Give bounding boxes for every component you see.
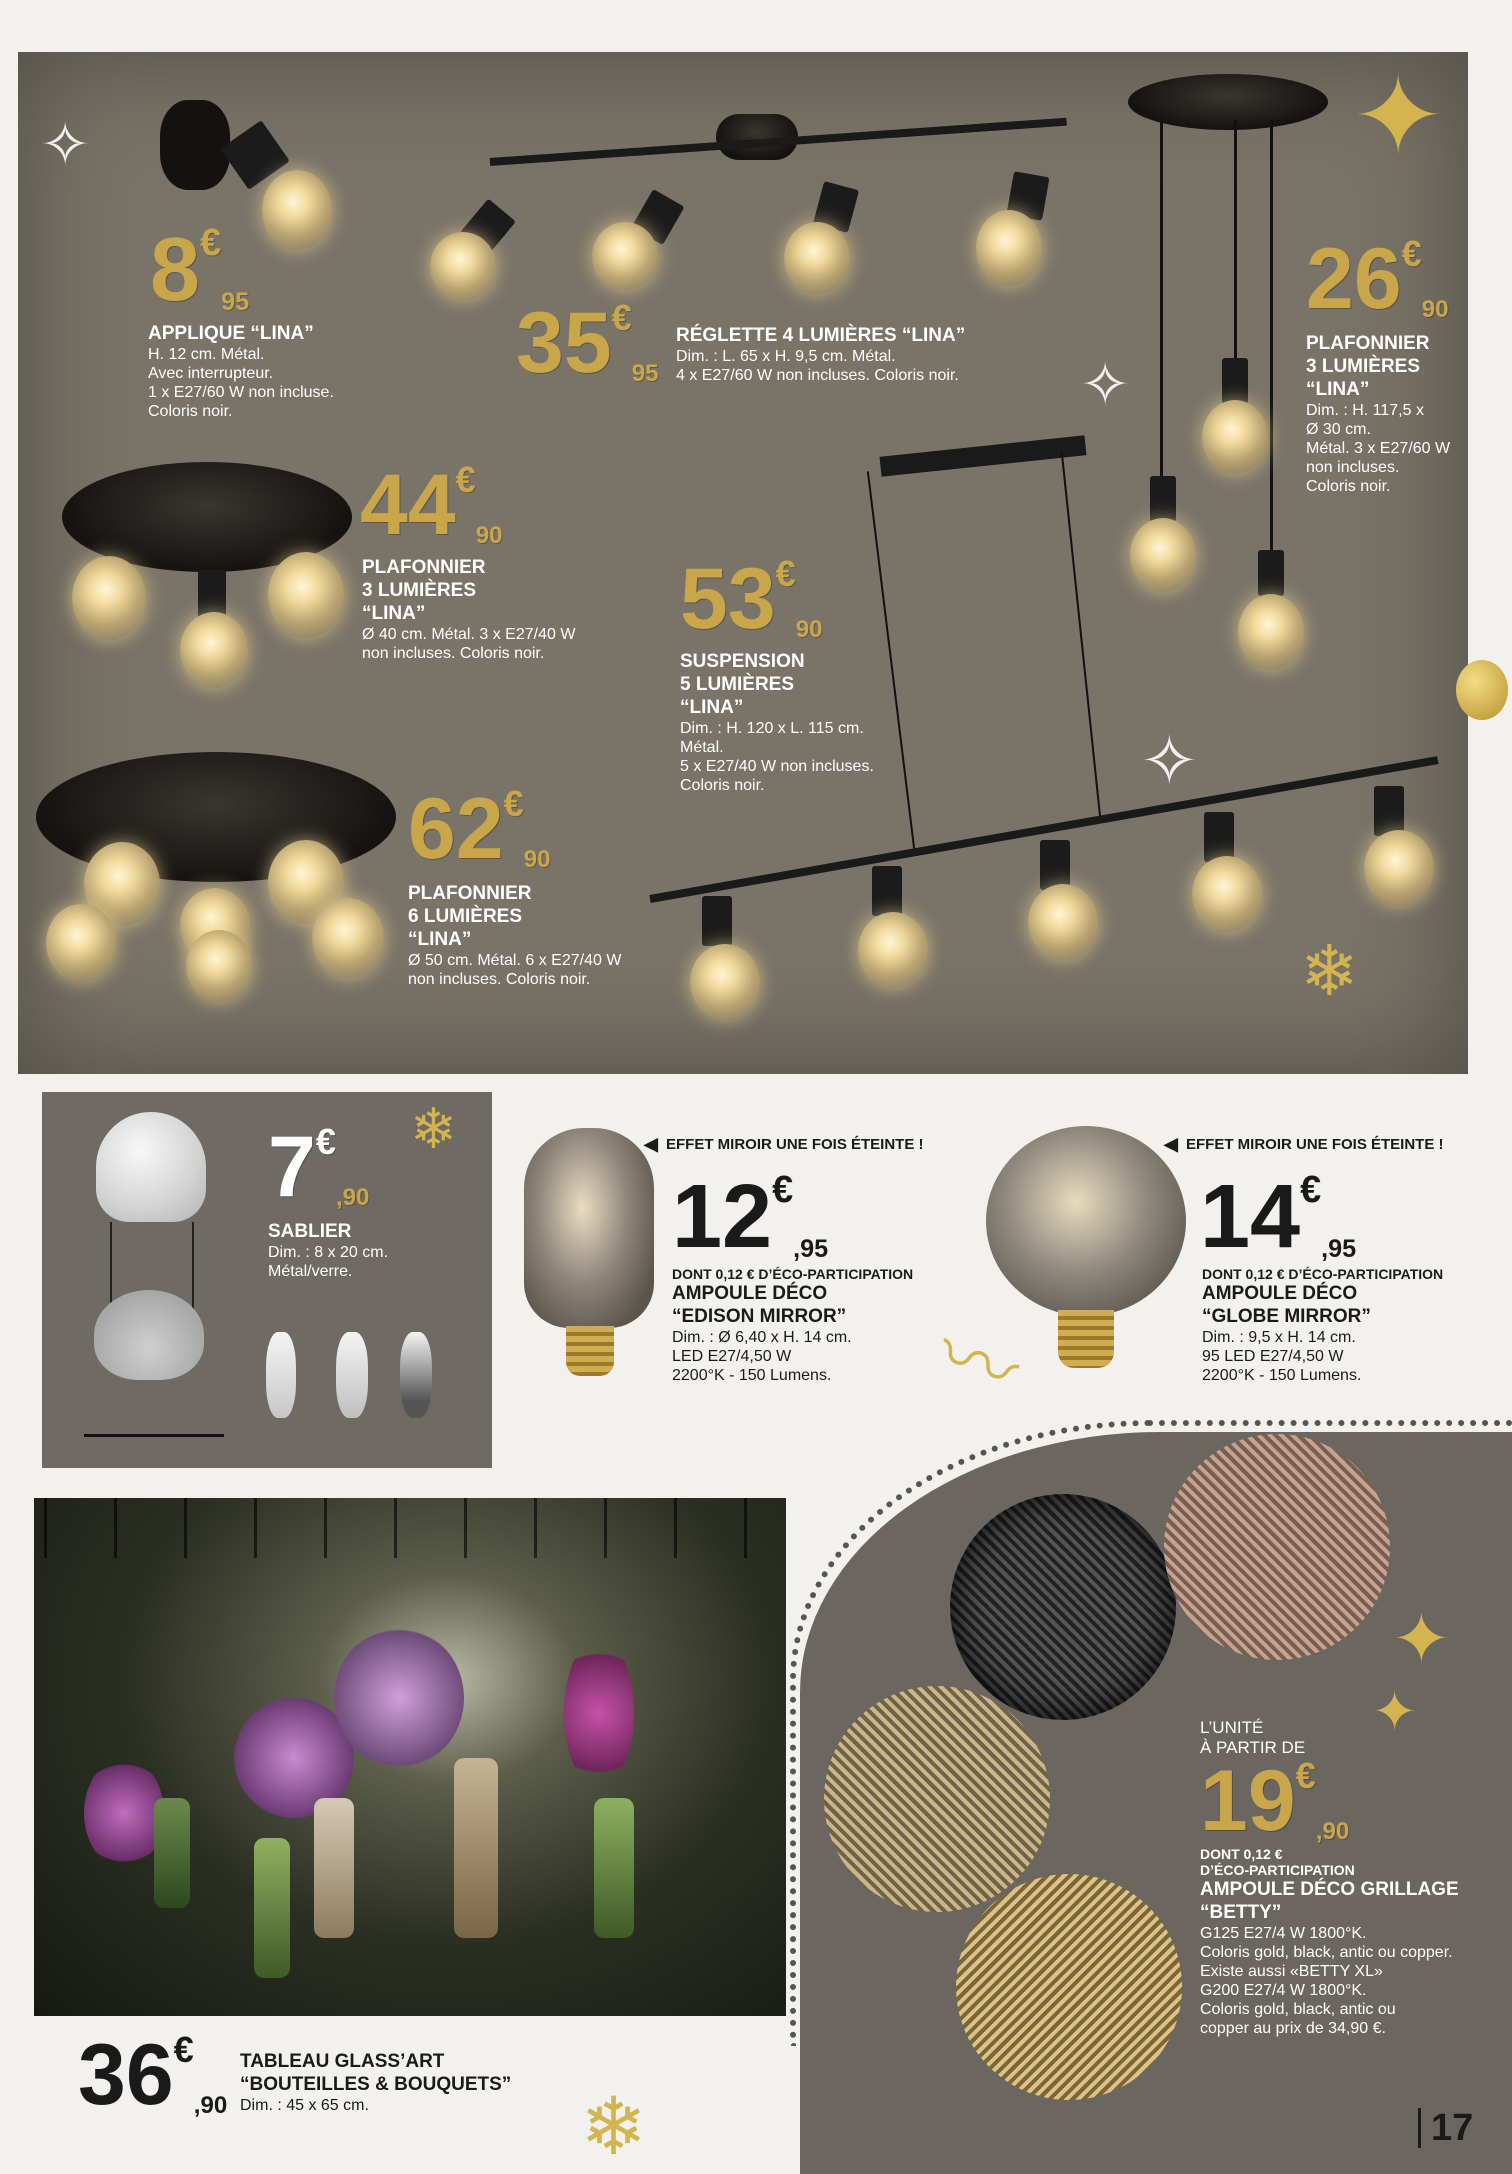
reglette-title: RÉGLETTE 4 LUMIÈRES “LINA” xyxy=(676,325,966,346)
globe-desc-3: 2200°K - 150 Lumens. xyxy=(1202,1367,1362,1384)
globe-info xyxy=(1202,1266,1502,1385)
plafonnier-6-desc-2: non incluses. Coloris noir. xyxy=(408,971,591,988)
betty-black-bulb-image xyxy=(950,1494,1176,1720)
applique-desc-3: 1 x E27/60 W non incluse. xyxy=(148,384,334,401)
bulb-image xyxy=(430,232,496,300)
suspension-title-1: SUSPENSION xyxy=(680,651,805,672)
bulb-image xyxy=(268,552,344,638)
plafonnier-3b-desc-1: Dim. : H. 117,5 x xyxy=(1306,402,1424,419)
applique-desc-1: H. 12 cm. Métal. xyxy=(148,346,265,363)
bulb-image xyxy=(262,170,332,250)
play-arrow-icon: ◀ xyxy=(644,1134,658,1154)
bulb-image xyxy=(1238,594,1304,670)
plafonnier-3b-price: 26€90 xyxy=(1306,231,1449,327)
bulb-image xyxy=(1028,884,1098,960)
globe-title-1: AMPOULE DÉCO xyxy=(1202,1283,1358,1304)
edison-bulb-image xyxy=(524,1128,654,1328)
gold-ornament-icon xyxy=(1456,660,1508,720)
sablier-small-image-1 xyxy=(266,1332,296,1418)
sablier-frame xyxy=(84,1234,224,1437)
applique-desc-4: Coloris noir. xyxy=(148,403,233,420)
plafonnier-3-pendant-image xyxy=(1128,74,1328,130)
play-arrow-icon: ◀ xyxy=(1164,1134,1178,1154)
snowflake-icon: ❄ xyxy=(580,2082,648,2171)
page-number xyxy=(1418,2108,1473,2148)
betty-desc-5: Coloris gold, black, antic ou xyxy=(1200,2001,1396,2018)
betty-title-1: AMPOULE DÉCO GRILLAGE xyxy=(1200,1879,1459,1900)
plafonnier-6-title-2: 6 LUMIÈRES xyxy=(408,906,523,927)
bulb-base xyxy=(1058,1310,1114,1368)
lamp-socket xyxy=(1258,550,1284,596)
plafonnier-3-title-1: PLAFONNIER xyxy=(362,557,486,578)
globe-eco: DONT 0,12 € D’ÉCO-PARTICIPATION xyxy=(1202,1266,1444,1282)
sparkle-icon: ✧ xyxy=(1140,722,1199,800)
pendant-cord xyxy=(1234,120,1237,360)
plafonnier-3b-title-1: PLAFONNIER xyxy=(1306,333,1430,354)
plafonnier-3b-info xyxy=(1306,332,1496,496)
ribbon-icon: 〰 xyxy=(924,1308,1031,1420)
globe-desc-2: 95 LED E27/4,50 W xyxy=(1202,1348,1344,1365)
plafonnier-3b-title-2: 3 LUMIÈRES xyxy=(1306,356,1421,377)
globe-bulb-image xyxy=(986,1126,1186,1316)
sablier-small-image-2 xyxy=(336,1332,368,1418)
applique-title: APPLIQUE “LINA” xyxy=(148,323,314,344)
lamp-socket xyxy=(1222,358,1248,404)
applique-desc-2: Avec interrupteur. xyxy=(148,365,274,382)
applique-price: 8€95 xyxy=(150,220,250,320)
applique-info xyxy=(148,322,378,421)
sablier-info xyxy=(268,1220,468,1281)
plafonnier-3b-desc-5: Coloris noir. xyxy=(1306,478,1391,495)
globe-title-2: “GLOBE MIRROR” xyxy=(1202,1306,1371,1327)
lamp-socket xyxy=(1374,786,1404,836)
betty-desc-4: G200 E27/4 W 1800°K. xyxy=(1200,1982,1367,1999)
gift-ornament-icon: ✦ xyxy=(1392,1600,1451,1678)
gift-ornament-icon: ✦ xyxy=(1372,1682,1418,1742)
betty-price: 19€,90 xyxy=(1200,1753,1350,1849)
lamp-socket xyxy=(1150,476,1176,522)
edison-badge xyxy=(644,1136,974,1153)
tableau-title-2: “BOUTEILLES & BOUQUETS” xyxy=(240,2074,512,2095)
sablier-price: 7€,90 xyxy=(268,1119,370,1215)
suspension-desc-1: Dim. : H. 120 x L. 115 cm. xyxy=(680,720,864,737)
plafonnier-3b-desc-3: Métal. 3 x E27/60 W xyxy=(1306,440,1451,457)
bulb-image xyxy=(72,556,146,640)
plafonnier-3-desc-1: Ø 40 cm. Métal. 3 x E27/40 W xyxy=(362,626,576,643)
edison-eco: DONT 0,12 € D’ÉCO-PARTICIPATION xyxy=(672,1266,914,1282)
snowflake-icon: ❄ xyxy=(1300,932,1359,1010)
edison-price: 12€,95 xyxy=(672,1167,829,1267)
suspension-title-2: 5 LUMIÈRES xyxy=(680,674,795,695)
tableau-glassart-image xyxy=(34,1498,786,2016)
bulb-image xyxy=(976,210,1042,286)
plafonnier-3b-desc-2: Ø 30 cm. xyxy=(1306,421,1371,438)
betty-gold-bulb-image-2 xyxy=(956,1874,1182,2100)
lamp-socket xyxy=(1204,812,1234,862)
betty-info xyxy=(1200,1846,1510,2038)
edison-desc-2: LED E27/4,50 W xyxy=(672,1348,792,1365)
plafonnier-6-info xyxy=(408,882,678,989)
sablier-desc-1: Dim. : 8 x 20 cm. xyxy=(268,1244,389,1261)
applique-lamp-image xyxy=(160,100,230,190)
betty-antic-bulb-image xyxy=(1164,1434,1390,1660)
betty-title-2: “BETTY” xyxy=(1200,1902,1282,1923)
betty-desc-1: G125 E27/4 W 1800°K. xyxy=(1200,1925,1367,1942)
bulb-image xyxy=(690,944,760,1020)
pendant-cord xyxy=(1160,120,1163,480)
suspension-price: 53€90 xyxy=(680,551,823,647)
reglette-desc-1: Dim. : L. 65 x H. 9,5 cm. Métal. xyxy=(676,348,896,365)
betty-desc-6: copper au prix de 34,90 €. xyxy=(1200,2020,1386,2037)
plafonnier-3-title-3: “LINA” xyxy=(362,603,426,624)
sablier-title: SABLIER xyxy=(268,1221,352,1242)
bulb-image xyxy=(186,930,252,1002)
pendant-cord xyxy=(1270,120,1273,550)
gold-star-icon: ✦ xyxy=(1352,55,1445,178)
bulb-image xyxy=(312,898,384,978)
edison-title-1: AMPOULE DÉCO xyxy=(672,1283,828,1304)
edison-desc-1: Dim. : Ø 6,40 x H. 14 cm. xyxy=(672,1329,852,1346)
tableau-price: 36€,90 xyxy=(78,2027,228,2123)
suspension-info xyxy=(680,650,940,795)
plafonnier-3b-title-3: “LINA” xyxy=(1306,379,1370,400)
bulb-image xyxy=(784,222,850,294)
lamp-socket xyxy=(1040,840,1070,890)
sparkle-icon: ✧ xyxy=(1080,351,1131,418)
tableau-title-1: TABLEAU GLASS’ART xyxy=(240,2051,445,2072)
plafonnier-3-title-2: 3 LUMIÈRES xyxy=(362,580,477,601)
snowflake-icon: ❄ xyxy=(410,1097,457,1160)
bulb-image xyxy=(592,222,658,290)
tableau-desc-1: Dim. : 45 x 65 cm. xyxy=(240,2097,369,2114)
bulb-image xyxy=(180,612,248,688)
bulb-image xyxy=(46,904,116,982)
bulb-image xyxy=(1130,518,1196,592)
plafonnier-6-price: 62€90 xyxy=(408,781,551,877)
betty-unit-2: À PARTIR DE xyxy=(1200,1738,1306,1757)
betty-eco-1: DONT 0,12 € xyxy=(1200,1846,1283,1862)
betty-gold-bulb-image-1 xyxy=(824,1686,1050,1912)
suspension-title-3: “LINA” xyxy=(680,697,744,718)
bulb-image xyxy=(1202,400,1268,474)
globe-badge xyxy=(1164,1136,1504,1153)
lamp-socket xyxy=(702,896,732,946)
betty-eco-2: D’ÉCO-PARTICIPATION xyxy=(1200,1862,1355,1878)
edison-desc-3: 2200°K - 150 Lumens. xyxy=(672,1367,832,1384)
suspension-desc-4: Coloris noir. xyxy=(680,777,765,794)
betty-unit-1: L’UNITÉ xyxy=(1200,1718,1264,1737)
bulb-image xyxy=(858,912,928,988)
plafonnier-3-info xyxy=(362,556,662,663)
globe-desc-1: Dim. : 9,5 x H. 14 cm. xyxy=(1202,1329,1356,1346)
plafonnier-6-title-1: PLAFONNIER xyxy=(408,883,532,904)
tableau-info xyxy=(240,2050,580,2115)
globe-price: 14€,95 xyxy=(1200,1167,1357,1267)
reglette-info xyxy=(676,324,1046,385)
bulb-base xyxy=(566,1326,614,1376)
reglette-price: 35€95 xyxy=(516,295,659,391)
reglette-desc-2: 4 x E27/60 W non incluses. Coloris noir. xyxy=(676,367,959,384)
betty-desc-2: Coloris gold, black, antic ou copper. xyxy=(1200,1944,1453,1961)
edison-title-2: “EDISON MIRROR” xyxy=(672,1306,847,1327)
plafonnier-6-title-3: “LINA” xyxy=(408,929,472,950)
suspension-desc-2: Métal. xyxy=(680,739,724,756)
bulb-image xyxy=(1364,830,1434,906)
betty-desc-3: Existe aussi «BETTY XL» xyxy=(1200,1963,1383,1980)
plafonnier-3b-desc-4: non incluses. xyxy=(1306,459,1400,476)
plafonnier-3-price: 44€90 xyxy=(360,457,503,553)
sparkle-icon: ✧ xyxy=(40,111,91,178)
sablier-small-image-3 xyxy=(400,1332,432,1418)
lamp-socket xyxy=(872,866,902,916)
edison-badge-text: EFFET MIROIR UNE FOIS ÉTEINTE ! xyxy=(666,1136,924,1153)
bulb-image xyxy=(1192,856,1262,932)
page-number-text: 17 xyxy=(1431,2107,1474,2149)
plafonnier-6-desc-1: Ø 50 cm. Métal. 6 x E27/40 W xyxy=(408,952,622,969)
suspension-desc-3: 5 x E27/40 W non incluses. xyxy=(680,758,874,775)
betty-unit xyxy=(1200,1718,1305,1758)
sablier-desc-2: Métal/verre. xyxy=(268,1263,353,1280)
sablier-large-image xyxy=(96,1112,206,1222)
plafonnier-3-desc-2: non incluses. Coloris noir. xyxy=(362,645,545,662)
globe-badge-text: EFFET MIROIR UNE FOIS ÉTEINTE ! xyxy=(1186,1136,1444,1153)
